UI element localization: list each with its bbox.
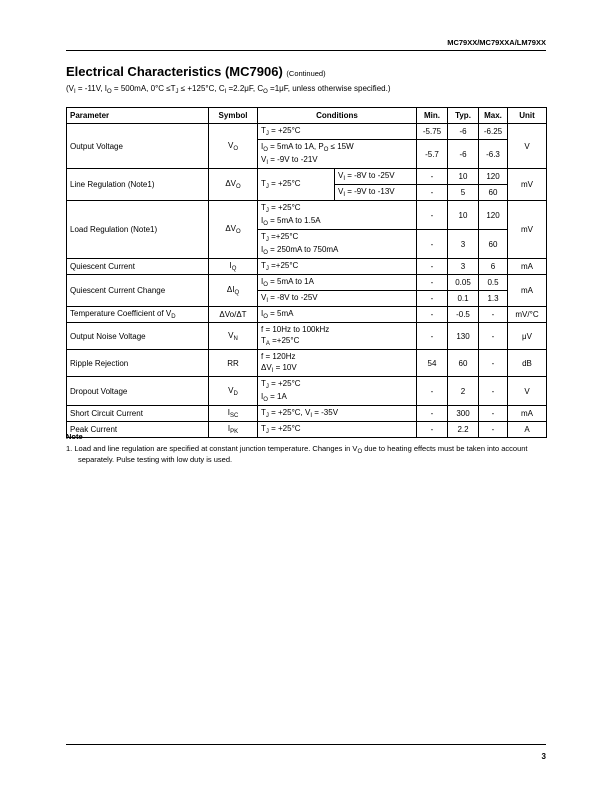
- symbol-cell: $V_O$: [209, 124, 258, 169]
- param-cell: Output Noise Voltage: [67, 323, 209, 350]
- cond-sub: J: [175, 89, 179, 95]
- symbol-cell: $\Delta V_O$: [209, 201, 258, 259]
- typ-cell: 300: [448, 406, 479, 422]
- unit-cell: V: [508, 124, 547, 169]
- typ-cell: 2: [448, 377, 479, 406]
- unit-cell: A: [508, 422, 547, 438]
- symbol-cell: $I_{SC}$: [209, 406, 258, 422]
- header-unit: Unit: [508, 108, 547, 124]
- min-cell: -5.7: [417, 140, 448, 169]
- param-cell: Ripple Rejection: [67, 350, 209, 377]
- param-cell: Quiescent Current: [67, 259, 209, 275]
- min-cell: -: [417, 185, 448, 201]
- footer-divider: [66, 744, 546, 745]
- condition-cell: $T_J = +25^\circ C$: [258, 422, 417, 438]
- symbol-cell: RR: [209, 350, 258, 377]
- param-cell: Output Voltage: [67, 124, 209, 169]
- min-cell: -: [417, 275, 448, 291]
- min-cell: -: [417, 169, 448, 185]
- table-row: [67, 169, 547, 185]
- min-cell: 54: [417, 350, 448, 377]
- condition-cell: $T_J =+25^\circ C$: [258, 259, 417, 275]
- max-cell: -6.3: [479, 140, 508, 169]
- max-cell: -: [479, 350, 508, 377]
- typ-cell: -6: [448, 124, 479, 140]
- symbol-cell: $I_Q$: [209, 259, 258, 275]
- unit-cell: mV/°C: [508, 307, 547, 323]
- electrical-characteristics-table: [66, 107, 547, 438]
- min-cell: -: [417, 406, 448, 422]
- header-conditions: Conditions: [258, 108, 417, 124]
- table-row: [67, 307, 547, 323]
- condition-cell: $T_J = +25^\circ C$ $I_O = 1A$: [258, 377, 417, 406]
- max-cell: -6.25: [479, 124, 508, 140]
- max-cell: -: [479, 307, 508, 323]
- sub-condition-cell: $V_I = -9V$ to -13V: [335, 185, 417, 201]
- max-cell: 120: [479, 169, 508, 185]
- max-cell: -: [479, 406, 508, 422]
- cond-text: =2.2μF, C: [226, 84, 264, 93]
- max-cell: -: [479, 422, 508, 438]
- table-header-row: [67, 108, 547, 124]
- min-cell: -: [417, 259, 448, 275]
- table-row: [67, 323, 547, 350]
- unit-cell: mA: [508, 275, 547, 307]
- header-parameter: Parameter: [67, 108, 209, 124]
- cond-text: =1μF, unless otherwise specified.): [267, 84, 391, 93]
- header-max: Max.: [479, 108, 508, 124]
- max-cell: 60: [479, 185, 508, 201]
- unit-cell: V: [508, 377, 547, 406]
- table-row: [67, 201, 547, 230]
- typ-cell: 10: [448, 169, 479, 185]
- unit-cell: mA: [508, 406, 547, 422]
- typ-cell: 0.05: [448, 275, 479, 291]
- unit-cell: mA: [508, 259, 547, 275]
- table-row: [67, 259, 547, 275]
- max-cell: 60: [479, 230, 508, 259]
- min-cell: -: [417, 291, 448, 307]
- test-conditions: [66, 84, 390, 93]
- table-row: [67, 406, 547, 422]
- table-row: [67, 124, 547, 140]
- cond-sub: I: [224, 89, 227, 95]
- typ-cell: 0.1: [448, 291, 479, 307]
- cond-sub: O: [107, 89, 112, 95]
- typ-cell: -0.5: [448, 307, 479, 323]
- min-cell: -: [417, 422, 448, 438]
- note-body: 1. Load and line regulation are specified at constant junction temperature. Changes in $V_O$ due to heating effects must be taken into account separately. Pulse testing with low duty is used.: [66, 444, 528, 464]
- max-cell: -: [479, 377, 508, 406]
- max-cell: -: [479, 323, 508, 350]
- header-min: Min.: [417, 108, 448, 124]
- max-cell: 120: [479, 201, 508, 230]
- min-cell: -5.75: [417, 124, 448, 140]
- condition-cell: $V_I = -8V$ to -25V: [258, 291, 417, 307]
- condition-cell: $I_O = 5mA$ to 1A: [258, 275, 417, 291]
- condition-cell: $T_J = +25^\circ C$ $I_O = 5mA$ to 1.5A: [258, 201, 417, 230]
- cond-text: (V: [66, 84, 74, 93]
- symbol-cell: ΔVo/ΔT: [209, 307, 258, 323]
- typ-cell: 60: [448, 350, 479, 377]
- condition-cell: $T_J =+25^\circ C$ $I_O = 250mA$ to 750mA: [258, 230, 417, 259]
- typ-cell: 2.2: [448, 422, 479, 438]
- table-row: [67, 377, 547, 406]
- cond-text: = 500mA, 0°C ≤T: [111, 84, 176, 93]
- unit-cell: mV: [508, 169, 547, 201]
- min-cell: -: [417, 201, 448, 230]
- header-typ: Typ.: [448, 108, 479, 124]
- typ-cell: 10: [448, 201, 479, 230]
- param-cell: Line Regulation (Note1): [67, 169, 209, 201]
- typ-cell: 3: [448, 259, 479, 275]
- unit-cell: dB: [508, 350, 547, 377]
- section-title-text: Electrical Characteristics (MC7906): [66, 64, 283, 79]
- cond-sub: I: [74, 89, 76, 95]
- sub-condition-cell: $V_I = -8V$ to -25V: [335, 169, 417, 185]
- note-heading: Note: [66, 432, 83, 441]
- min-cell: -: [417, 230, 448, 259]
- cond-text: = -11V, I: [75, 84, 108, 93]
- param-cell: Short Circuit Current: [67, 406, 209, 422]
- condition-cell: $I_O = 5mA$ to 1A, $P_O \le 15W$ $V_I = -9V$ to -21V: [258, 140, 417, 169]
- condition-cell: $T_J = +25^\circ C$, $V_I = -35V$: [258, 406, 417, 422]
- typ-cell: 130: [448, 323, 479, 350]
- unit-cell: μV: [508, 323, 547, 350]
- condition-cell: f = 10Hz to 100kHz $T_A =+25^\circ C$: [258, 323, 417, 350]
- condition-cell: f = 120Hz $\Delta V_I = 10V$: [258, 350, 417, 377]
- section-title: [66, 64, 326, 79]
- typ-cell: 5: [448, 185, 479, 201]
- symbol-cell: $\Delta V_O$: [209, 169, 258, 201]
- symbol-cell: $\Delta I_Q$: [209, 275, 258, 307]
- condition-cell: $I_O = 5mA$: [258, 307, 417, 323]
- table-row: [67, 275, 547, 291]
- table-row: [67, 350, 547, 377]
- param-cell: Dropout Voltage: [67, 377, 209, 406]
- max-cell: 6: [479, 259, 508, 275]
- notes-section: [66, 432, 550, 465]
- header-symbol: Symbol: [209, 108, 258, 124]
- condition-cell: $T_J = +25^\circ C$: [258, 124, 417, 140]
- continued-label: (Continued): [286, 69, 326, 78]
- cond-text: ≤ +125°C, C: [178, 84, 225, 93]
- param-cell: Peak Current: [67, 422, 209, 438]
- symbol-cell: $V_N$: [209, 323, 258, 350]
- document-header-title: MC79XX/MC79XXA/LM79XX: [447, 38, 546, 47]
- symbol-cell: $I_{PK}$: [209, 422, 258, 438]
- max-cell: 0.5: [479, 275, 508, 291]
- cond-sub: O: [263, 89, 268, 95]
- condition-cell: $T_J = +25^\circ C$: [258, 169, 335, 201]
- min-cell: -: [417, 377, 448, 406]
- min-cell: -: [417, 323, 448, 350]
- param-cell: Load Regulation (Note1): [67, 201, 209, 259]
- min-cell: -: [417, 307, 448, 323]
- param-cell: Quiescent Current Change: [67, 275, 209, 307]
- param-cell: Temperature Coefficient of $V_D$: [67, 307, 209, 323]
- page-number: 3: [541, 752, 546, 761]
- typ-cell: 3: [448, 230, 479, 259]
- unit-cell: mV: [508, 201, 547, 259]
- symbol-cell: $V_D$: [209, 377, 258, 406]
- max-cell: 1.3: [479, 291, 508, 307]
- typ-cell: -6: [448, 140, 479, 169]
- header-divider: [66, 50, 546, 51]
